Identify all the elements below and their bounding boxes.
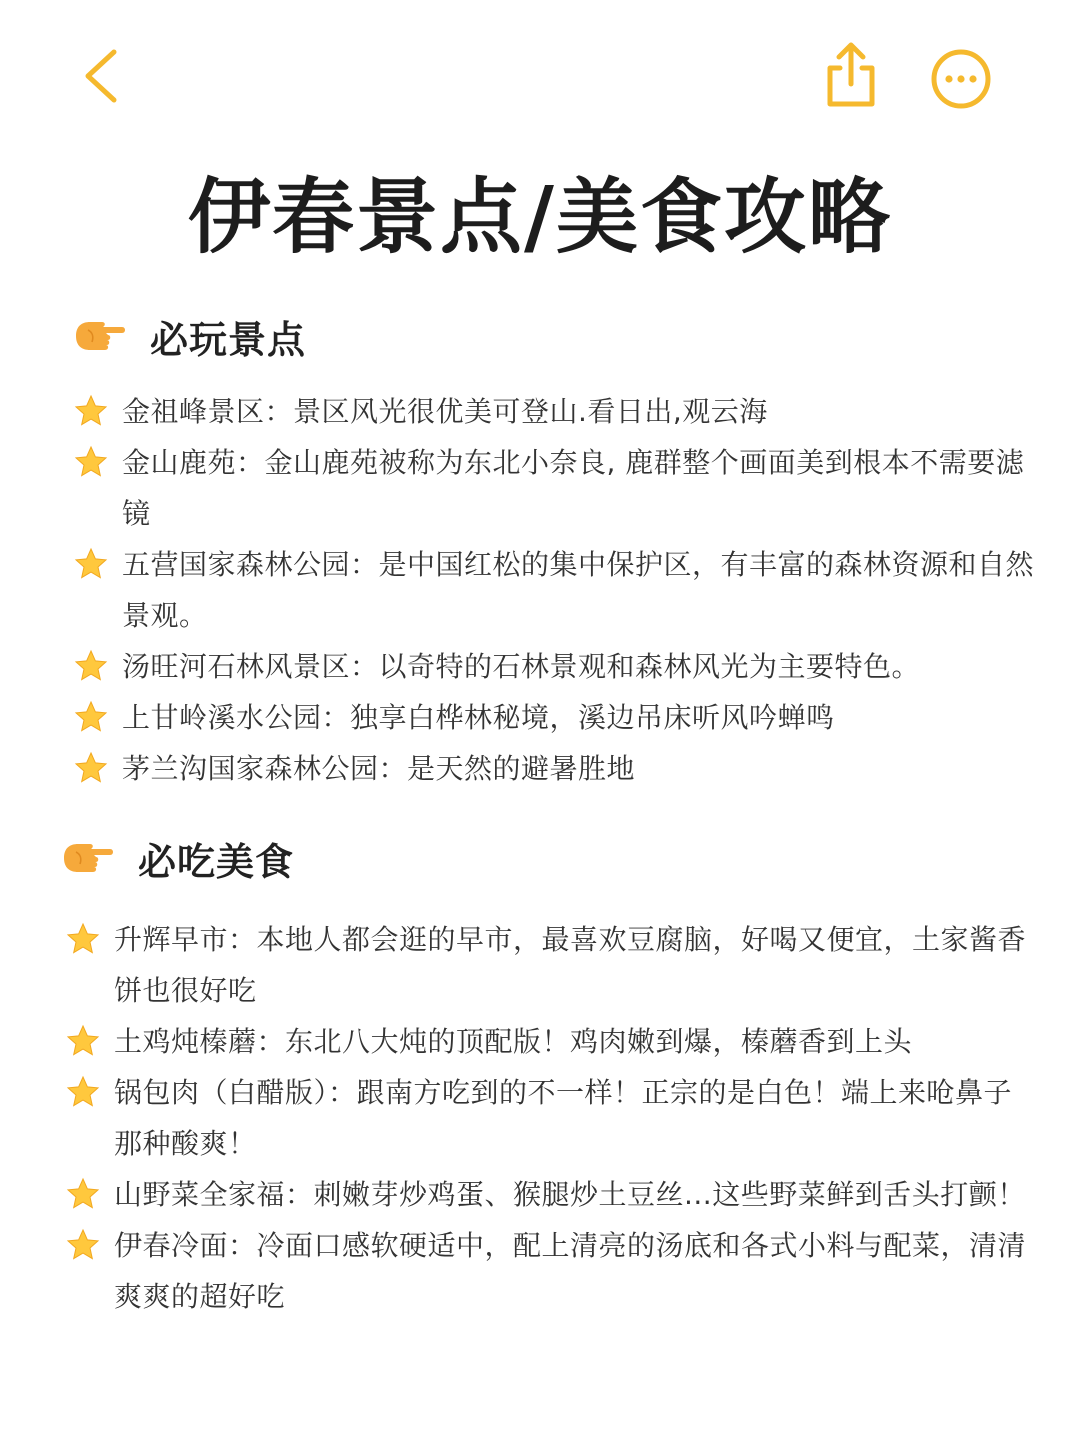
star-icon (66, 1024, 100, 1058)
star-icon (66, 922, 100, 956)
list-item-text: 锅包肉（白醋版）：跟南方吃到的不一样！正宗的是白色！端上来呛鼻子那种酸爽！ (114, 1076, 1013, 1160)
star-icon (66, 1228, 100, 1262)
section-heading-attractions (72, 306, 306, 366)
list-item-text: 伊春冷面：冷面口感软硬适中，配上清亮的汤底和各式小料与配菜，清清爽爽的超好吃 (114, 1229, 1027, 1313)
list-item (74, 437, 1034, 539)
list-item (74, 692, 1034, 743)
more-options-button[interactable] (930, 48, 992, 110)
list-item-text: 土鸡炖榛蘑：东北八大炖的顶配版！鸡肉嫩到爆，榛蘑香到上头 (114, 1025, 913, 1058)
list-item (66, 1016, 1036, 1067)
star-icon (66, 1075, 100, 1109)
back-button[interactable] (76, 44, 124, 108)
list-item (74, 743, 1034, 794)
star-icon (66, 1177, 100, 1211)
list-item-text: 上甘岭溪水公园：独享白桦林秘境，溪边吊床听风吟蝉鸣 (122, 701, 835, 734)
star-icon (74, 394, 108, 428)
share-button[interactable] (822, 40, 880, 110)
list-item (66, 1169, 1036, 1220)
list-item (74, 641, 1034, 692)
list-item (66, 1067, 1036, 1169)
list-item-text: 汤旺河石林风景区：以奇特的石林景观和森林风光为主要特色。 (122, 650, 921, 683)
list-item-text: 茅兰沟国家森林公园：是天然的避暑胜地 (122, 752, 636, 785)
attraction-list (74, 386, 1034, 794)
section-heading-text: 必吃美食 (138, 839, 295, 884)
star-icon (74, 649, 108, 683)
star-icon (74, 751, 108, 785)
chevron-left-icon (76, 44, 124, 108)
list-item-text: 升辉早市：本地人都会逛的早市，最喜欢豆腐脑，好喝又便宜，土家酱香饼也很好吃 (114, 923, 1027, 1007)
list-item-text: 金山鹿苑：金山鹿苑被称为东北小奈良, 鹿群整个画面美到根本不需要滤镜 (122, 446, 1025, 530)
page-title: 伊春景点/美食攻略 (188, 170, 892, 265)
star-icon (74, 547, 108, 581)
top-navigation-bar (0, 0, 1080, 150)
food-list (66, 914, 1036, 1322)
list-item (66, 1220, 1036, 1322)
section-heading-text: 必玩景点 (150, 317, 307, 362)
pointing-hand-icon (72, 316, 128, 356)
list-item (74, 539, 1034, 641)
list-item (74, 386, 1034, 437)
list-item-text: 金祖峰景区：景区风光很优美可登山.看日出,观云海 (122, 395, 768, 428)
share-icon (822, 40, 880, 110)
list-item-text: 五营国家森林公园：是中国红松的集中保护区，有丰富的森林资源和自然景观。 (122, 548, 1035, 632)
section-heading-food (60, 828, 294, 888)
star-icon (74, 700, 108, 734)
star-icon (74, 445, 108, 479)
more-dots-icon (930, 48, 992, 110)
pointing-hand-icon (60, 838, 116, 878)
list-item (66, 914, 1036, 1016)
list-item-text: 山野菜全家福：刺嫩芽炒鸡蛋、猴腿炒土豆丝...这些野菜鲜到舌头打颤！ (114, 1178, 1026, 1211)
